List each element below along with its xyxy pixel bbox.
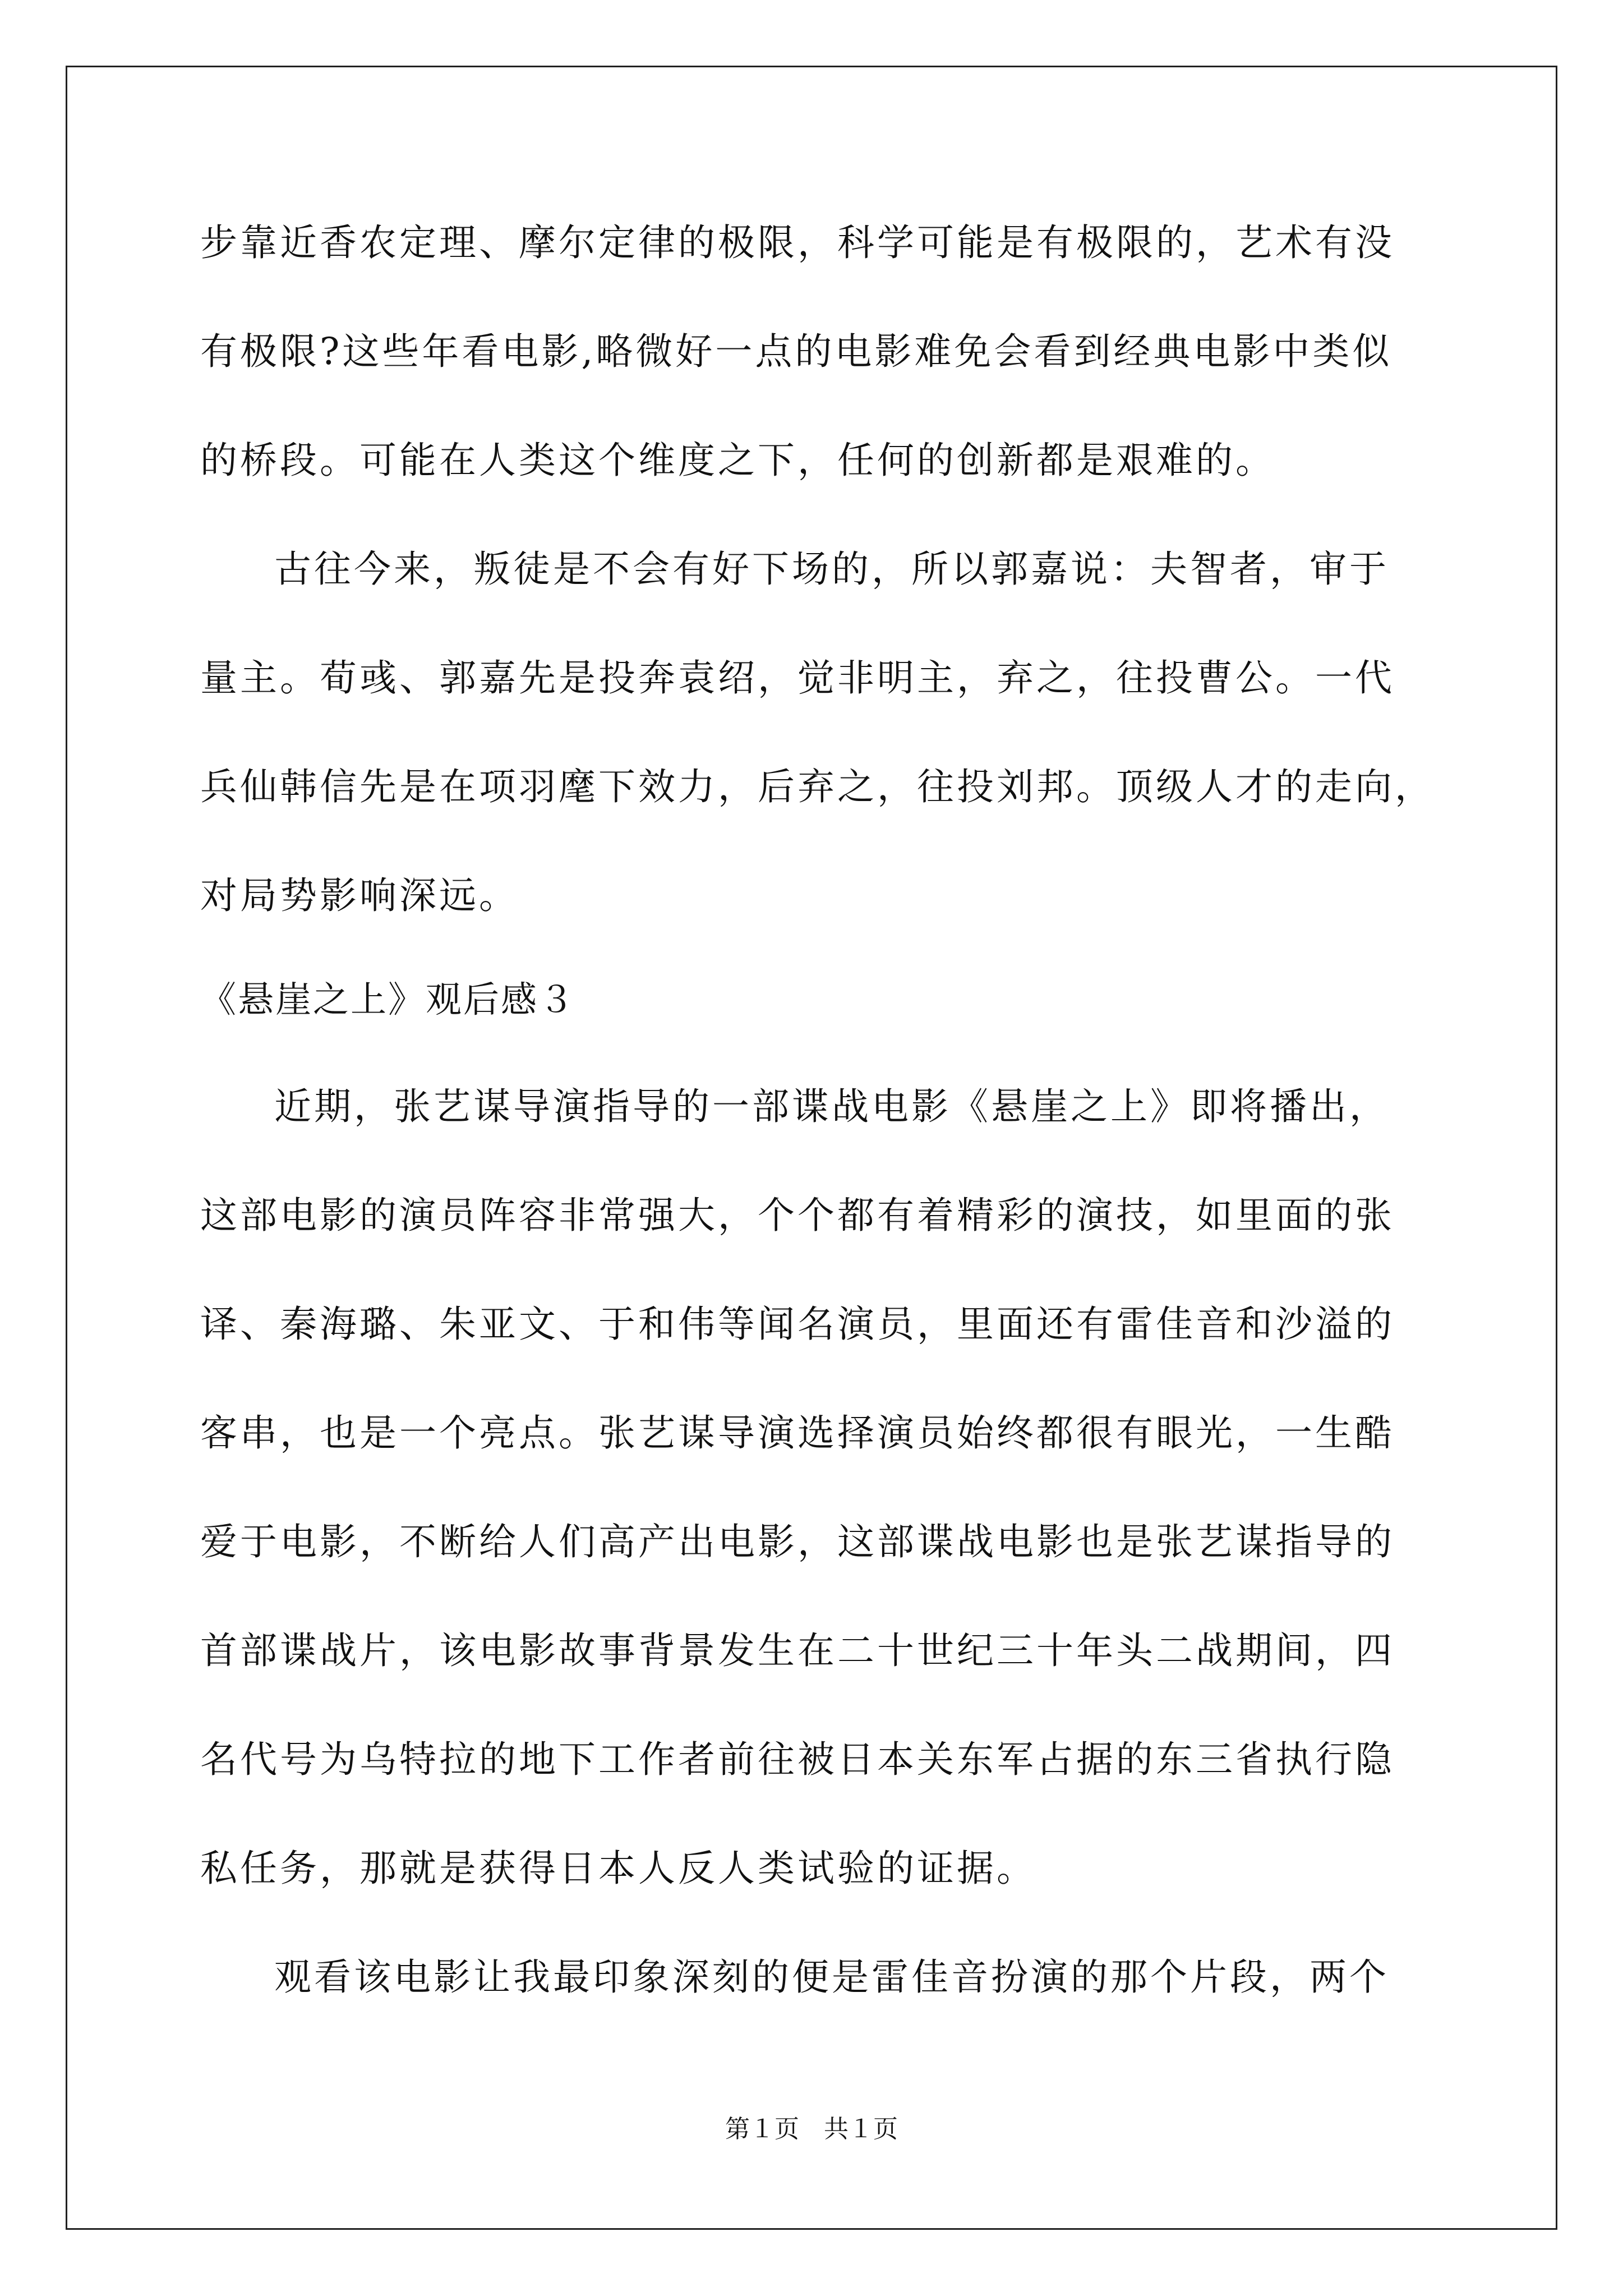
paragraph-3-line-1: 近期，张艺谋导演指导的一部谍战电影《悬崖之上》即将播出， bbox=[274, 1085, 1389, 1128]
paragraph-3-line-4: 客串，也是一个亮点。张艺谋导演选择演员始终都很有眼光，一生酷 bbox=[200, 1411, 1395, 1455]
paragraph-2-line-4: 对局势影响深远。 bbox=[200, 874, 519, 917]
paragraph-3-line-8: 私任务，那就是获得日本人反人类试验的证据。 bbox=[200, 1847, 1036, 1890]
paragraph-1-line-2: 有极限?这些年看电影,略微好一点的电影难免会看到经典电影中类似 bbox=[200, 330, 1393, 373]
page-border bbox=[66, 66, 1557, 2230]
paragraph-1-line-3: 的桥段。可能在人类这个维度之下，任何的创新都是艰难的。 bbox=[200, 439, 1275, 482]
paragraph-3-line-2: 这部电影的演员阵容非常强大，个个都有着精彩的演技，如里面的张 bbox=[200, 1194, 1395, 1237]
paragraph-3-line-7: 名代号为乌特拉的地下工作者前往被日本关东军占据的东三省执行隐 bbox=[200, 1738, 1395, 1781]
paragraph-3-line-3: 译、秦海璐、朱亚文、于和伟等闻名演员，里面还有雷佳音和沙溢的 bbox=[200, 1303, 1395, 1346]
page-number-footer: 第１页 共１页 bbox=[725, 2115, 898, 2143]
paragraph-3-line-5: 爱于电影，不断给人们高产出电影，这部谍战电影也是张艺谋指导的 bbox=[200, 1520, 1395, 1563]
paragraph-2-line-3: 兵仙韩信先是在项羽麾下效力，后弃之，往投刘邦。顶级人才的走向， bbox=[200, 765, 1435, 808]
paragraph-3-line-6: 首部谍战片，该电影故事背景发生在二十世纪三十年头二战期间，四 bbox=[200, 1629, 1395, 1672]
paragraph-2-line-2: 量主。荀彧、郭嘉先是投奔袁绍，觉非明主，弃之，往投曹公。一代 bbox=[200, 656, 1395, 700]
section-heading: 《悬崖之上》观后感３ bbox=[200, 979, 576, 1021]
paragraph-4-line-1: 观看该电影让我最印象深刻的便是雷佳音扮演的那个片段，两个 bbox=[274, 1955, 1389, 1999]
paragraph-1-line-1: 步靠近香农定理、摩尔定律的极限，科学可能是有极限的，艺术有没 bbox=[200, 221, 1395, 264]
paragraph-2-line-1: 古往今来，叛徒是不会有好下场的，所以郭嘉说：夫智者，审于 bbox=[274, 547, 1389, 591]
